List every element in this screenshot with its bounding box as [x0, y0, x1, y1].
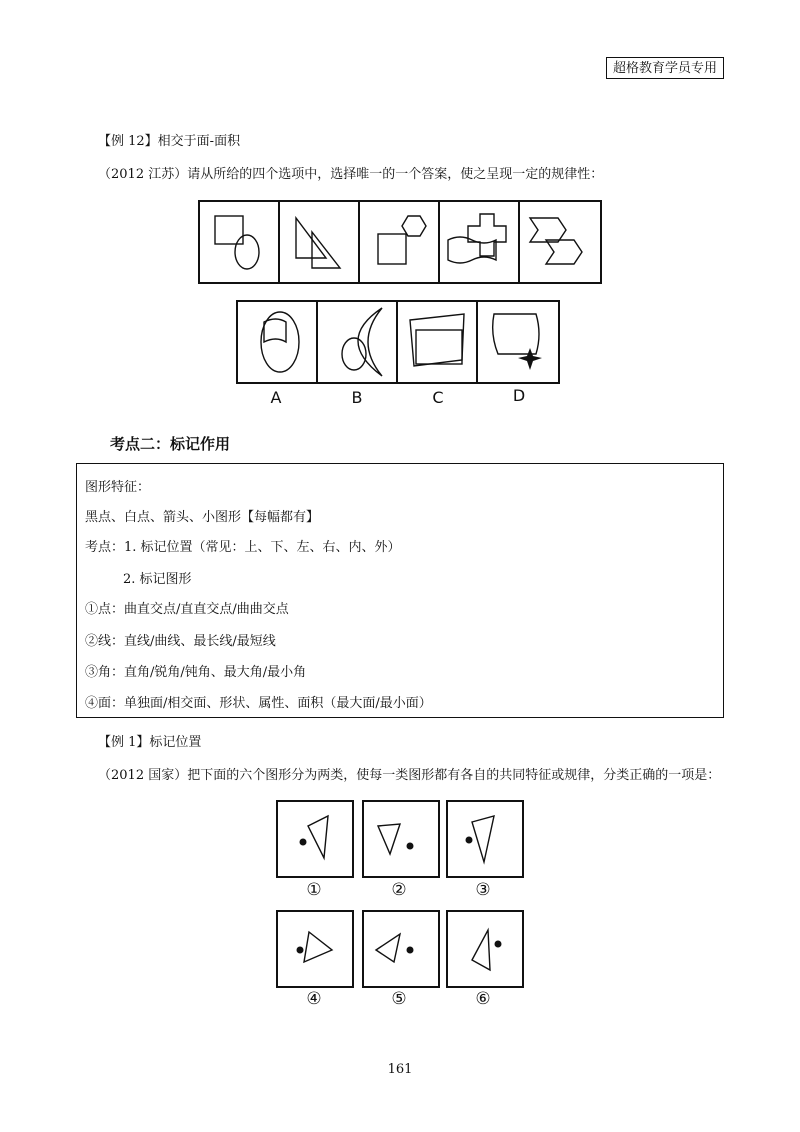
figure-2-frame [363, 801, 439, 877]
example1-question: （2012 国家）把下面的六个图形分为两类，使每一类图形都有各自的共同特征或规律，分类正确的一项是： [98, 768, 721, 783]
figure-4-label: ④ [306, 989, 322, 1009]
figure-6-label: ⑥ [475, 989, 491, 1009]
figure-1-label: ① [306, 880, 322, 900]
header-tag: 超格教育学员专用 [606, 57, 724, 79]
box-line-3: 考点：1. 标记位置（常见：上、下、左、右、内、外） [85, 540, 401, 555]
box-line-8: ④面：单独面/相交面、形状、属性、面积（最大面/最小面） [85, 696, 432, 711]
figure-4-frame [277, 911, 353, 987]
figure-3-frame [447, 801, 523, 877]
figure-5-frame [363, 911, 439, 987]
option-b-label: B [351, 388, 363, 407]
example12-title: 【例 12】相交于面-面积 [98, 134, 241, 149]
example12-option-figures [236, 300, 560, 384]
option-c-label: C [432, 388, 444, 407]
page-number: 161 [387, 1062, 413, 1077]
option-d-label: D [512, 386, 526, 405]
box-line-5: ①点：曲直交点/直直交点/曲曲交点 [85, 602, 289, 617]
section-title: 考点二：标记作用 [110, 435, 231, 453]
figure-2-label: ② [391, 880, 407, 900]
figure-6-frame [447, 911, 523, 987]
example12-question-figures [198, 200, 602, 284]
feature-box [76, 463, 724, 718]
example1-title: 【例 1】标记位置 [98, 735, 202, 750]
box-line-6: ②线：直线/曲线、最长线/最短线 [85, 634, 276, 649]
figure-5-label: ⑤ [391, 989, 407, 1009]
box-line-4: 2. 标记图形 [123, 572, 192, 587]
box-line-2: 黑点、白点、箭头、小图形【每幅都有】 [85, 510, 320, 525]
figure-3-label: ③ [475, 880, 491, 900]
box-line-1: 图形特征： [85, 480, 151, 495]
box-line-7: ③角：直角/锐角/钝角、最大角/最小角 [85, 665, 307, 680]
example12-question: （2012 江苏）请从所给的四个选项中，选择唯一的一个答案，使之呈现一定的规律性： [98, 167, 604, 182]
option-a-label: A [270, 388, 282, 407]
